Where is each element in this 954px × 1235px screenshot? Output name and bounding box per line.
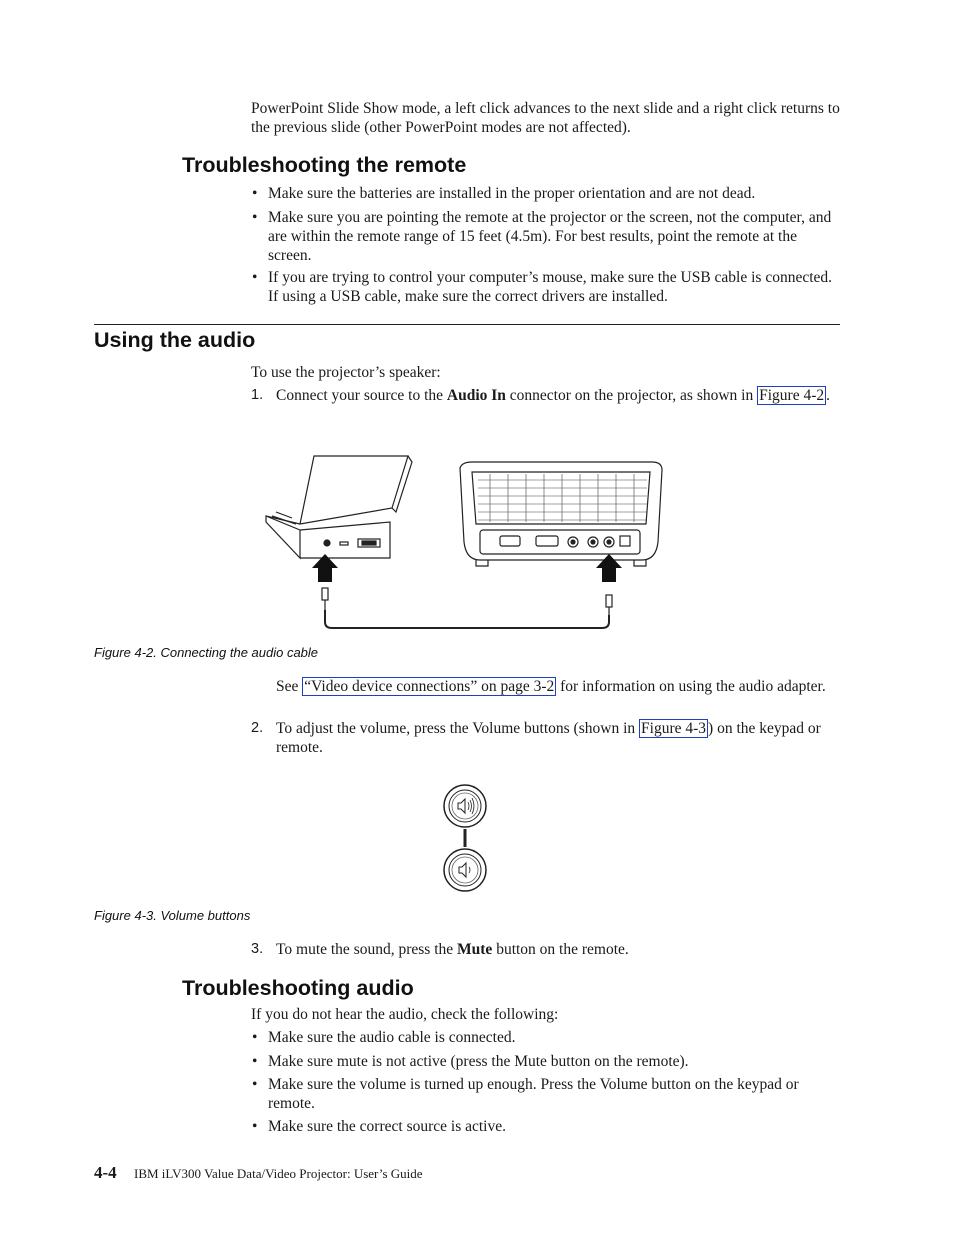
step-number: 1.	[251, 387, 264, 403]
figure-4-2-caption: Figure 4-2. Connecting the audio cable	[94, 645, 319, 660]
section-rule	[94, 324, 840, 325]
remote-bullet-3: • If you are trying to control your computer’s mouse, make sure the USB cable is connected. If using a USB cable, make sure the correct drivers are installed.	[251, 268, 841, 306]
audio-bullet-3: • Make sure the volume is turned up enough. Press the Volume button on the keypad or remote.	[251, 1075, 841, 1113]
step-number: 2.	[251, 720, 264, 736]
audio-bullet-4: • Make sure the correct source is active.	[251, 1117, 841, 1136]
step-1: 1. Connect your source to the Audio In connector on the projector, as shown in Figure 4-2 .	[251, 387, 830, 404]
audio-bullet-2: • Make sure mute is not active (press the Mute button on the remote).	[251, 1052, 841, 1071]
audio-troubleshoot-intro: If you do not hear the audio, check the following:	[251, 1006, 559, 1023]
figure-4-2-link[interactable]: Figure 4-2	[759, 387, 825, 404]
page-number: 4-4	[94, 1163, 117, 1182]
intro-paragraph: PowerPoint Slide Show mode, a left click advances to the next slide and a right click returns to the previous slide (other PowerPoint modes are not affected).	[251, 100, 840, 136]
step-3: 3. To mute the sound, press the Mute button on the remote.	[251, 941, 629, 958]
audio-cable	[322, 588, 612, 628]
mute-label: Mute	[457, 941, 493, 958]
step-number: 3.	[251, 941, 264, 957]
see-note: See “Video device connections” on page 3-2 for information on using the audio adapter.	[276, 678, 826, 695]
audio-bullet-1: • Make sure the audio cable is connected.	[251, 1028, 841, 1047]
figure-4-3-link[interactable]: Figure 4-3	[641, 720, 707, 737]
audio-in-label: Audio In	[446, 387, 506, 404]
heading-troubleshooting-remote: Troubleshooting the remote	[182, 153, 467, 177]
volume-up-icon	[444, 785, 486, 827]
step-2: 2. To adjust the volume, press the Volume buttons (shown in Figure 4-3 ) on the keypad or remote.	[251, 720, 821, 756]
laptop-illustration	[266, 456, 412, 558]
footer-title: IBM iLV300 Value Data/Video Projector: User’s Guide	[134, 1166, 423, 1181]
remote-bullet-2: • Make sure you are pointing the remote at the projector or the screen, not the computer, and are within the remote range of 15 feet (4.5m). For best results, point the remote at the screen.	[251, 208, 841, 265]
video-device-connections-link[interactable]: “Video device connections” on page 3-2	[304, 678, 555, 695]
figure-4-3-caption: Figure 4-3. Volume buttons	[94, 908, 251, 923]
heading-troubleshooting-audio: Troubleshooting audio	[182, 976, 414, 1000]
heading-using-audio: Using the audio	[94, 328, 256, 352]
volume-buttons-figure	[436, 782, 494, 896]
remote-bullet-1: • Make sure the batteries are installed in the proper orientation and are not dead.	[251, 184, 841, 203]
audio-intro: To use the projector’s speaker:	[251, 364, 441, 381]
volume-down-icon	[444, 849, 486, 891]
projector-illustration	[460, 462, 662, 566]
audio-cable-figure	[262, 450, 666, 635]
